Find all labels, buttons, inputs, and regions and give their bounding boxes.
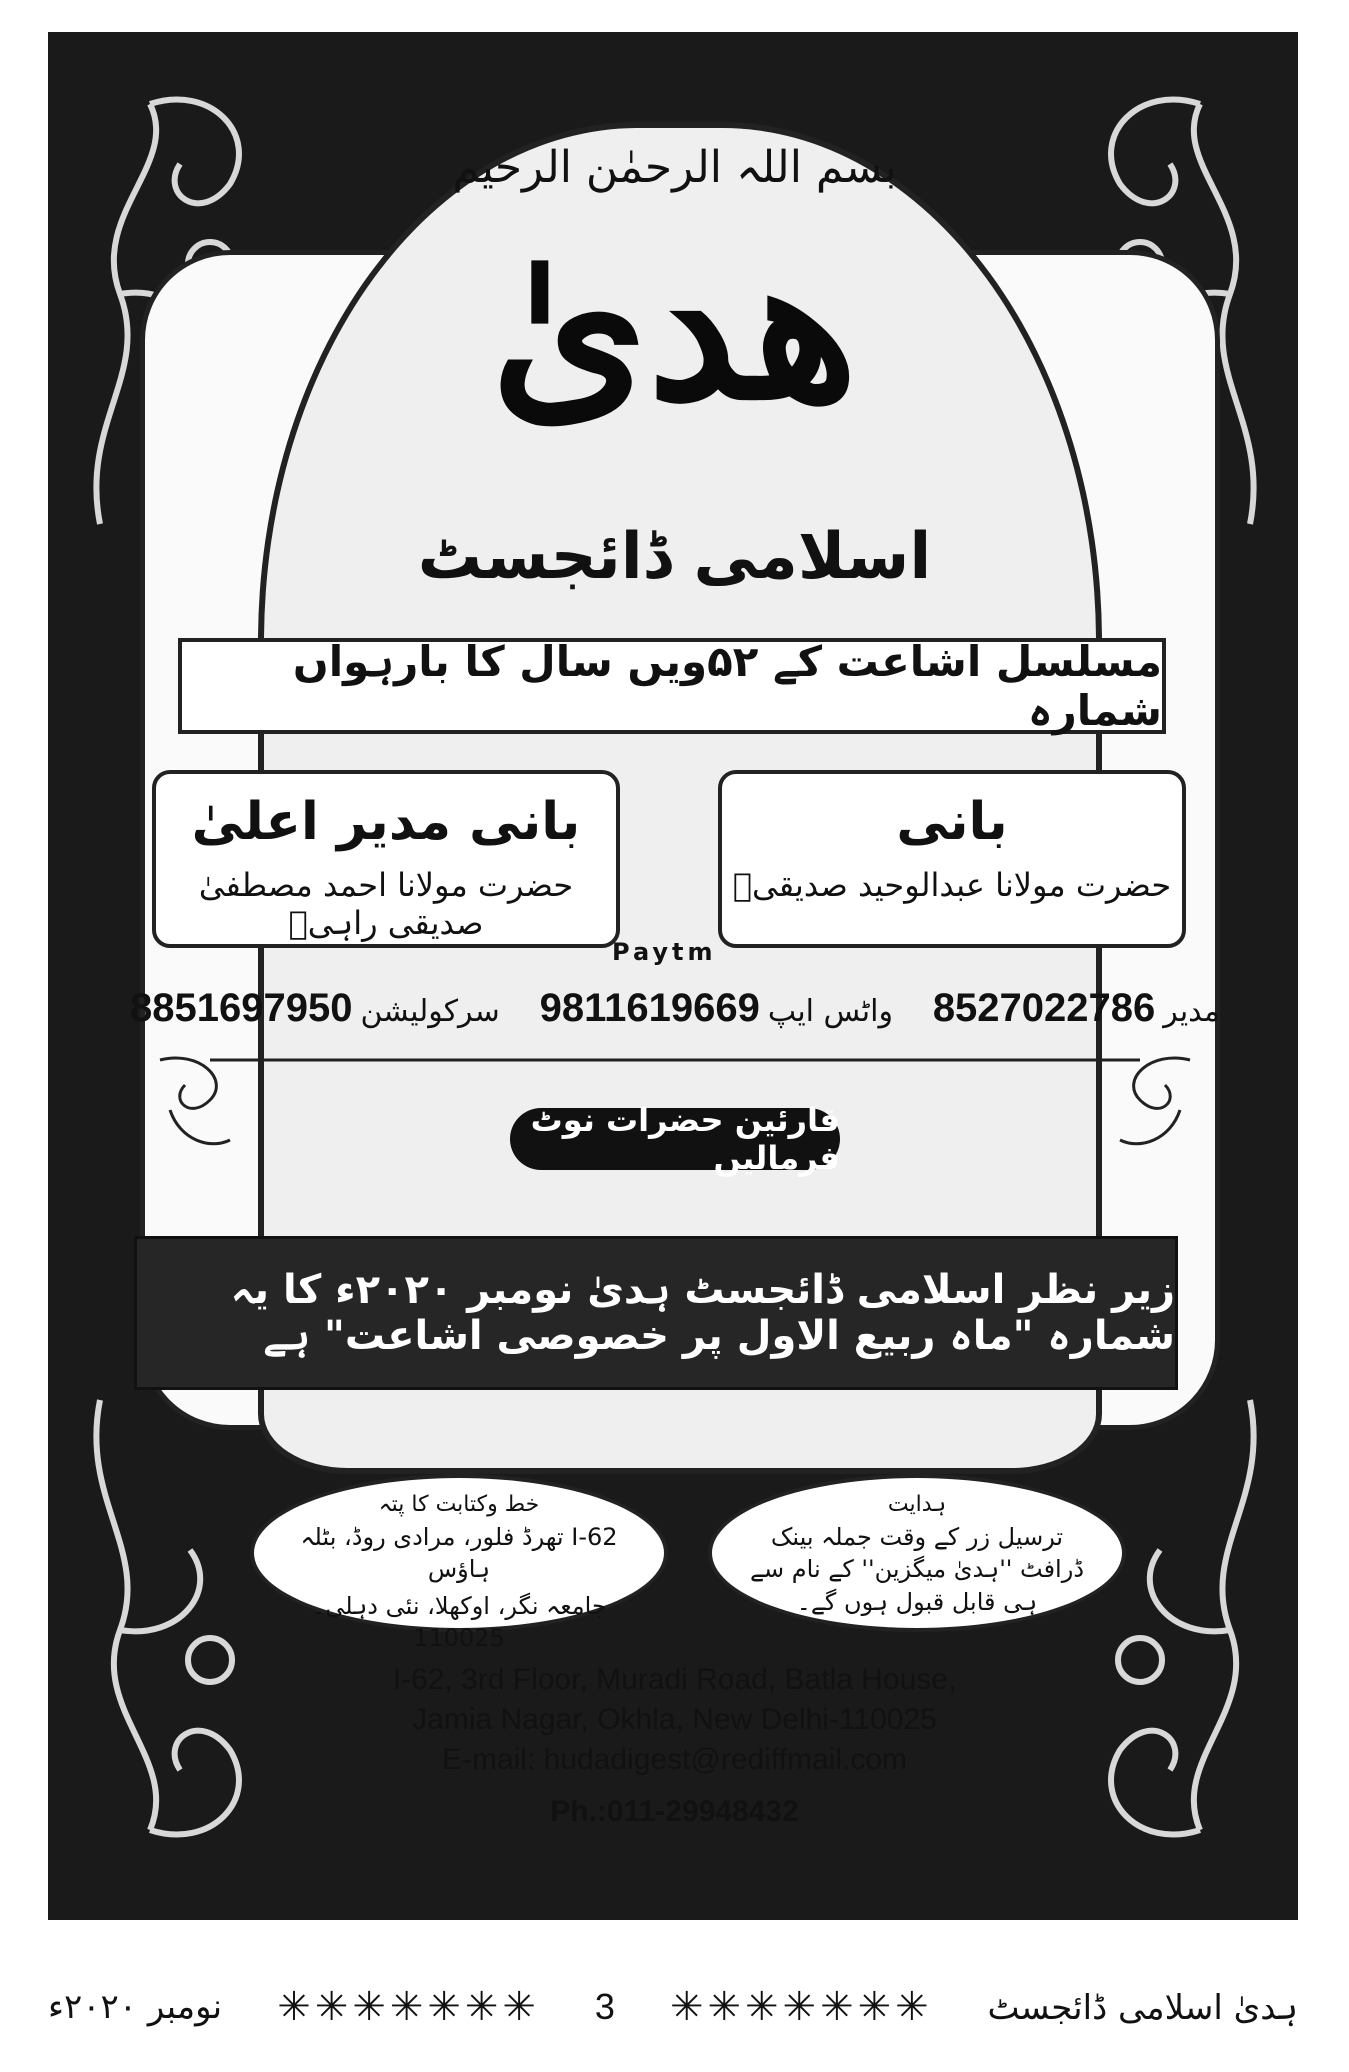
chief-editor-card <box>152 770 620 948</box>
founder-card <box>718 770 1186 948</box>
correspondence-line1: I-62 تھرڈ فلور، مرادی روڈ، بٹلہ ہاؤس <box>300 1523 618 1584</box>
office-phone: Ph.:011-29948432 <box>550 1795 799 1828</box>
circulation-label: سرکولیشن <box>360 993 500 1029</box>
footer-stars-right: ✳✳✳✳✳✳✳ <box>277 1984 540 2030</box>
correspondence-heading: خط وکتابت کا پتہ <box>378 1492 540 1517</box>
chief-editor-title: بانی مدیر اعلیٰ <box>191 792 581 852</box>
circulation-contact <box>130 986 500 1031</box>
page-number: 3 <box>594 1986 615 2027</box>
correspondence-line2: جامعہ نگر، اوکھلا، نئی دہلی۔ 110025 <box>311 1591 607 1653</box>
instructions-oval <box>708 1474 1126 1632</box>
email: E-mail: hudadigest@rediffmail.com <box>441 1743 908 1776</box>
masthead-subtitle: اسلامی ڈائجسٹ <box>417 520 932 594</box>
footer-stars-left: ✳✳✳✳✳✳✳ <box>669 1984 933 2030</box>
issue-line: مسلسل اشاعت کے ۵۲ویں سال کا بارہواں شمارہ <box>178 638 1166 734</box>
correspondence-oval <box>250 1474 668 1653</box>
footer-publication: ہدیٰ اسلامی ڈائجسٹ <box>987 1987 1298 2028</box>
bismillah: بسم اللہ الرحمٰن الرحیم <box>452 142 897 193</box>
instructions-heading: ہدایت <box>887 1492 947 1517</box>
contact-phones <box>130 978 1220 1038</box>
footer-date: نومبر ۲۰۲۰ء <box>48 1987 223 2027</box>
paytm-label: Paytm <box>612 938 717 966</box>
notice-pill: قارئین حضرات نوٹ فرمالیں <box>510 1108 840 1170</box>
whatsapp-phone: 9811619669 <box>539 985 760 1030</box>
founder-title: بانی <box>896 792 1008 852</box>
page-footer <box>48 1972 1298 2042</box>
special-issue-banner: زیر نظر اسلامی ڈائجسٹ ہدیٰ نومبر ۲۰۲۰ء کا یہ شمارہ "ماہ ربیع الاول پر خصوصی اشاعت" ہے <box>134 1236 1178 1390</box>
editor-contact <box>933 986 1220 1031</box>
founder-name: حضرت مولانا عبدالوحید صدیقیؒ <box>732 866 1172 904</box>
editor-label: مدیر <box>1163 993 1220 1029</box>
address-line1: I-62, 3rd Floor, Muradi Road, Batla House, <box>392 1663 957 1696</box>
address-line2: Jamia Nagar, Okhla, New Delhi-110025 <box>412 1703 937 1736</box>
whatsapp-label: واٹس ایپ <box>767 993 893 1029</box>
instructions-body: ترسیل زر کے وقت جملہ بینک ڈرافٹ ''ہدیٰ میگزین'' کے نام سے ہی قابل قبول ہوں گے۔ <box>749 1523 1085 1616</box>
editor-phone: 8527022786 <box>932 985 1156 1030</box>
circulation-phone: 8851697950 <box>130 985 353 1030</box>
masthead-logo: هدیٰ <box>491 210 858 445</box>
whatsapp-contact <box>540 986 893 1031</box>
chief-editor-name: حضرت مولانا احمد مصطفیٰ صدیقی راہیؒ <box>198 866 574 942</box>
